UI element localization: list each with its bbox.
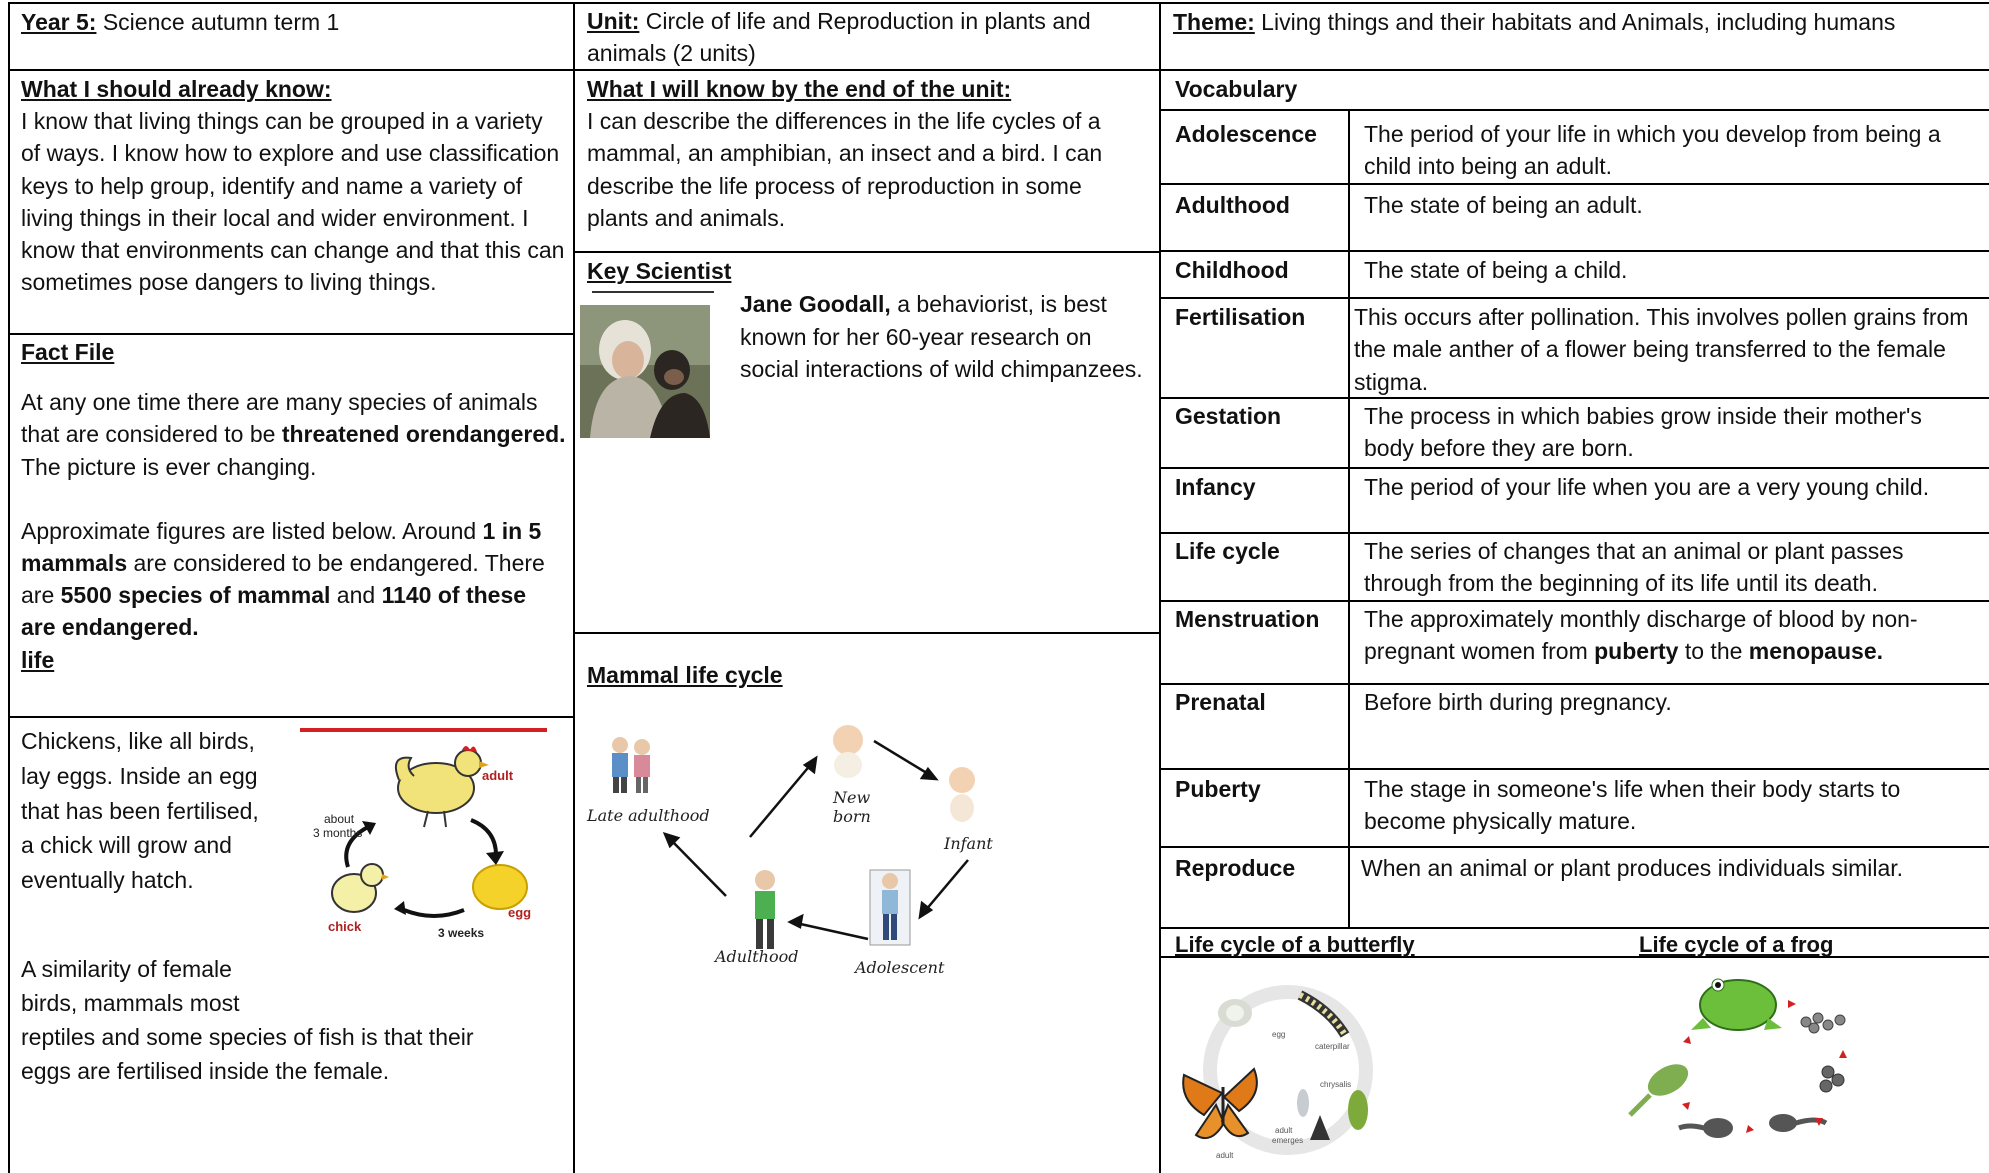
frog-life-cycle-diagram	[1628, 970, 1868, 1150]
chick-icon	[332, 864, 389, 912]
unit-label: Unit:	[587, 8, 640, 34]
will-know-text: I can describe the differences in the life cycles of a mammal, an amphibian, an insect and a bird. I can describe the life process of reproduction in some plants and animals.	[587, 108, 1103, 231]
newborn-label-2: born	[833, 807, 871, 826]
vocab-definition	[1364, 603, 1964, 668]
vocab-term: Reproduce	[1175, 855, 1296, 881]
adolescent-icon	[870, 870, 910, 945]
mid-rule-2	[573, 632, 1159, 634]
fact-bold: 5500 species of mammal	[60, 582, 331, 609]
fact-file-section	[21, 336, 566, 676]
already-know-heading: What I should already know:	[21, 76, 332, 102]
tadpole-legs-icon	[1679, 1118, 1733, 1138]
arrow-icon	[796, 923, 868, 939]
jane-goodall-photo	[580, 305, 710, 438]
scientist-description: a behaviorist, is best known for her 60-year research on social interactions of wild chimpanzees.	[740, 291, 1143, 382]
year-value: Science autumn term 1	[96, 9, 340, 35]
hen-icon	[396, 746, 489, 827]
left-rule-1	[8, 333, 573, 335]
vocab-term: Adulthood	[1175, 192, 1290, 218]
butterfly-caterpillar-label: caterpillar	[1315, 1042, 1350, 1051]
fact-text: are considered to be endangered. There are	[21, 550, 545, 609]
arrow-head-icon	[790, 916, 802, 927]
fact-file-paragraph-1	[21, 386, 566, 483]
butterfly-egg-label: egg	[1272, 1030, 1286, 1039]
arrow-icon	[404, 910, 464, 916]
key-scientist-text	[740, 288, 1145, 386]
vocab-term: Puberty	[1175, 776, 1261, 802]
vocab-definition: When an animal or plant produces individuals similar.	[1361, 855, 1904, 881]
butterfly-adult-emerges-label-1: adult	[1275, 1126, 1293, 1135]
chicken-text-2a: A similarity of female birds, mammals most	[21, 956, 240, 1016]
vocab-rule	[1159, 600, 1989, 602]
vocab-term: Adolescence	[1175, 121, 1317, 147]
tadpole-icon	[1769, 1114, 1826, 1132]
vocab-def-text: to the	[1678, 638, 1749, 665]
butterfly-heading: Life cycle of a butterfly	[1175, 932, 1415, 957]
chicken-text-1: Chickens, like all birds, lay eggs. Inside an egg that has been fertilised, a chick will grow and eventually hatch.	[21, 728, 259, 894]
arrow-head-icon	[1683, 1036, 1691, 1044]
diagram-chick-label: chick	[328, 919, 362, 934]
butterfly-adult-emerges-label-2: emerges	[1272, 1136, 1304, 1145]
vocab-definition: The period of your life when you are a very young child.	[1364, 474, 1930, 500]
vocab-definition: The state of being a child.	[1364, 257, 1628, 283]
infant-icon	[949, 767, 975, 822]
mammal-life-cycle-diagram	[580, 715, 1010, 980]
froglet-icon	[1630, 1058, 1694, 1115]
fact-bold: 1140 of these are endangered.	[21, 582, 527, 641]
arrow-head-icon	[486, 851, 504, 865]
fact-text: and	[330, 582, 382, 609]
vocab-term: Childhood	[1175, 257, 1289, 283]
vocab-term: Gestation	[1175, 403, 1282, 429]
unit-value: Circle of life and Reproduction in plants and animals (2 units)	[587, 8, 1091, 66]
fact-text: At any one time there are many species of animals that are considered to be	[21, 389, 538, 448]
vocab-term: Fertilisation	[1175, 304, 1306, 330]
diagram-egg-label: egg	[508, 905, 532, 920]
fact-file-life: life	[21, 646, 55, 673]
vocab-rule	[1159, 183, 1989, 185]
adolescent-label: Adolescent	[855, 958, 945, 977]
year-heading	[21, 6, 561, 39]
left-border	[8, 2, 10, 1173]
vocab-definition: The state of being an adult.	[1364, 192, 1643, 218]
infant-label: Infant	[944, 834, 993, 853]
vocab-term: Prenatal	[1175, 689, 1266, 715]
arrow-head-icon	[1839, 1050, 1847, 1058]
arrows	[665, 741, 968, 939]
vocab-definition: The series of changes that an animal or plant passes through from the beginning of its life until its death.	[1364, 538, 1904, 597]
late-adulthood-label: Late adulthood	[587, 806, 710, 825]
left-rule-2	[8, 716, 573, 718]
arrow-icon	[750, 763, 812, 837]
vocab-rule	[1159, 467, 1989, 469]
arrow-head-icon	[1788, 1000, 1796, 1008]
mid-rule-1	[573, 251, 1159, 253]
vocab-rule	[1159, 768, 1989, 770]
unit-heading	[587, 6, 1147, 69]
vocab-definition: The stage in someone's life when their body starts to become physically mature.	[1364, 776, 1901, 835]
already-know-section	[21, 73, 566, 298]
fact-bold: 1 in 5 mammals	[21, 517, 542, 577]
emerging-butterfly-icon	[1297, 1089, 1330, 1140]
top-border	[8, 2, 1989, 4]
column-divider-1	[573, 2, 575, 1173]
vocab-rule	[1159, 846, 1989, 848]
vocab-def-bold: menopause.	[1748, 638, 1884, 665]
fact-text: The picture is ever changing.	[21, 453, 317, 480]
egg-icon	[1218, 999, 1252, 1027]
vocab-rule	[1159, 532, 1989, 534]
fact-file-paragraph-2	[21, 515, 566, 644]
scientist-caption-rule	[592, 291, 714, 293]
arrow-icon	[670, 839, 726, 896]
fact-bold: threatened orendangered.	[281, 421, 566, 448]
already-know-text: I know that living things can be grouped in a variety of ways. I know how to explore and use classification keys to help group, identify and name a variety of living things in their local and wider environment. I know that environments can change and that this can sometimes pose dangers to living things.	[21, 108, 565, 296]
tadpole-eggs-icon	[1820, 1066, 1844, 1092]
arrow-icon	[471, 820, 496, 855]
butterfly-adult-label: adult	[1216, 1151, 1234, 1160]
vocab-term: Life cycle	[1175, 538, 1280, 564]
vocab-definition: The period of your life in which you develop from being a child into being an adult.	[1364, 121, 1941, 180]
vocab-def-bold: puberty	[1594, 638, 1679, 665]
vocab-rule	[1159, 109, 1989, 111]
vocab-column-divider	[1348, 109, 1350, 929]
elderly-couple-icon	[612, 737, 650, 793]
egg-icon	[473, 865, 527, 909]
arrow-head-icon	[1746, 1125, 1754, 1133]
vocab-heading: Vocabulary	[1175, 76, 1298, 102]
year-label: Year 5:	[21, 9, 97, 35]
vocab-rule	[1159, 250, 1989, 252]
fact-file-heading: Fact File	[21, 339, 115, 365]
will-know-section	[587, 73, 1147, 234]
vocab-rule	[1159, 683, 1989, 685]
diagram-months-label: 3 months	[313, 826, 363, 840]
chrysalis-icon	[1348, 1090, 1368, 1130]
chicken-life-cycle-diagram	[296, 725, 551, 940]
vocab-rule	[1159, 297, 1989, 299]
arrow-head-icon	[394, 901, 406, 915]
key-scientist-heading: Key Scientist	[587, 258, 732, 284]
mammal-cycle-heading: Mammal life cycle	[587, 662, 783, 688]
vocab-definition: Before birth during pregnancy.	[1364, 689, 1672, 715]
diagram-weeks-label: 3 weeks	[438, 926, 485, 940]
scientist-name: Jane Goodall,	[740, 291, 891, 317]
chicken-text-2b: reptiles and some species of fish is that their eggs are fertilised inside the female.	[21, 1024, 474, 1084]
arrow-icon	[874, 741, 930, 775]
arrow-head-icon	[1682, 1102, 1690, 1110]
frog-icon	[1691, 979, 1782, 1030]
vocab-definition: The process in which babies grow inside their mother's body before they are born.	[1364, 403, 1922, 462]
butterfly-chrysalis-label: chrysalis	[1320, 1080, 1352, 1089]
will-know-heading: What I will know by the end of the unit:	[587, 76, 1012, 102]
theme-value: Living things and their habitats and Animals, including humans	[1254, 9, 1896, 35]
adult-man-icon	[755, 870, 775, 949]
frogspawn-icon	[1801, 1013, 1845, 1033]
frog-heading: Life cycle of a frog	[1639, 932, 1834, 957]
newborn-label-1: New	[833, 788, 871, 807]
vocab-term: Menstruation	[1175, 606, 1320, 632]
column-divider-2	[1159, 2, 1161, 1173]
fact-text: Approximate figures are listed below. Around	[21, 517, 483, 544]
theme-label: Theme:	[1173, 9, 1255, 35]
butterfly-life-cycle-diagram	[1180, 975, 1395, 1173]
adulthood-label: Adulthood	[715, 947, 799, 966]
vocab-definition: This occurs after pollination. This involves pollen grains from the male anther of a flower being transferred to the female stigma.	[1354, 304, 1969, 395]
vocab-term: Infancy	[1175, 474, 1256, 500]
diagram-about-label: about	[324, 812, 355, 826]
vocab-def-text: The approximately monthly discharge of blood by non-pregnant women from	[1364, 606, 1918, 665]
diagram-adult-label: adult	[482, 768, 514, 783]
arrow-icon	[925, 860, 968, 911]
theme-heading	[1173, 6, 1983, 39]
newborn-icon	[833, 725, 863, 778]
